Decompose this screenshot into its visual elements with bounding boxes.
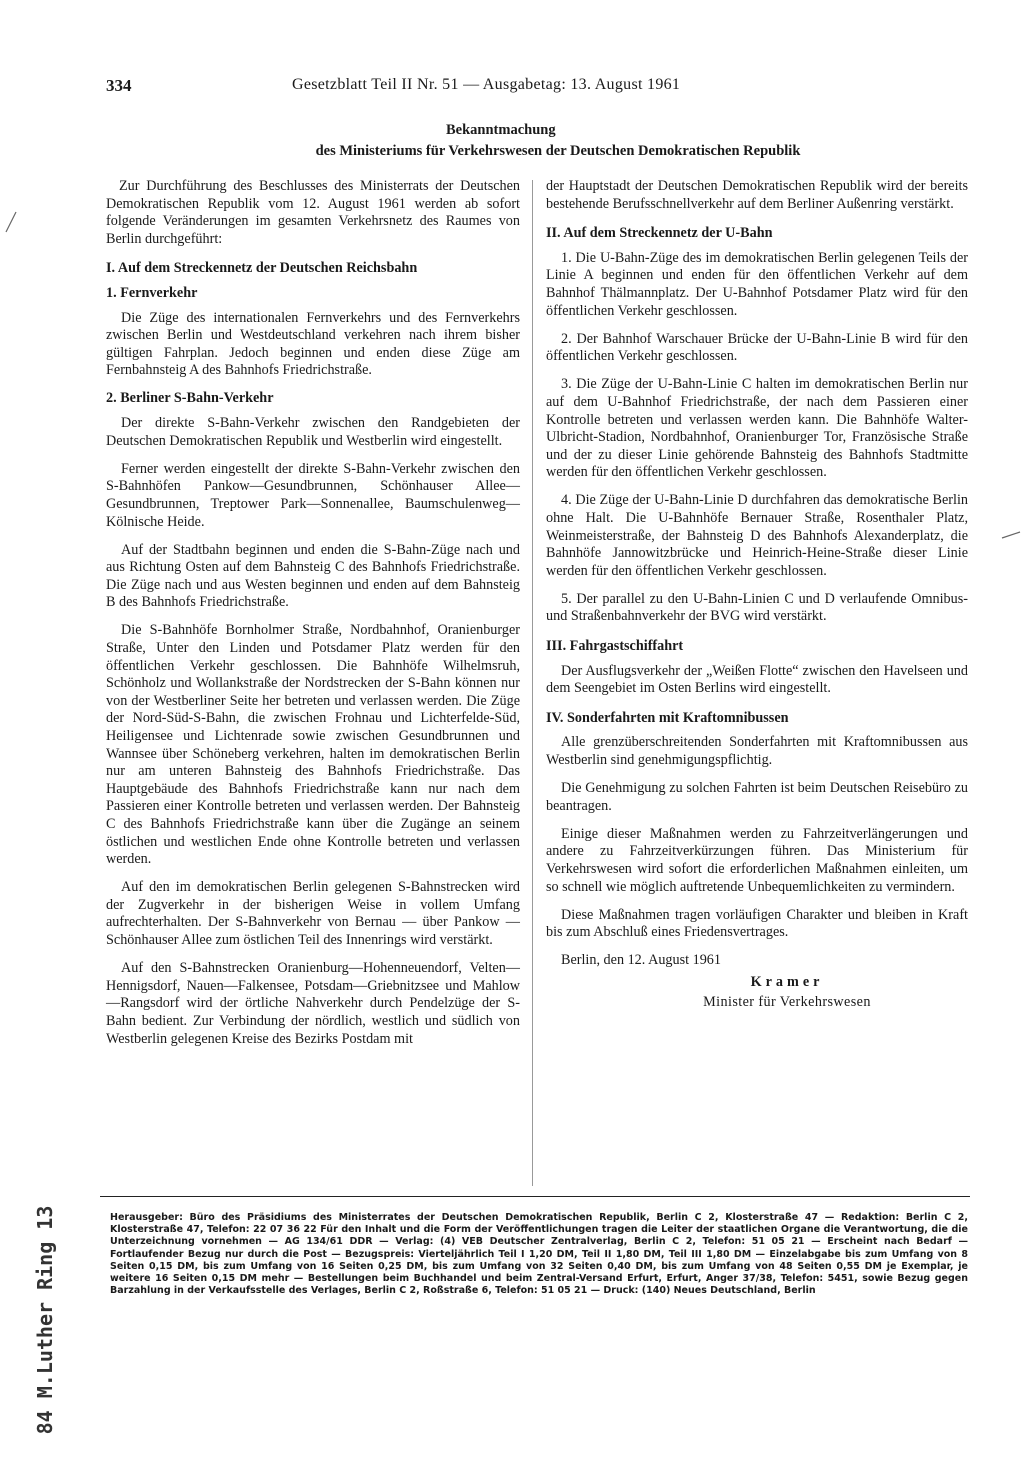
paragraph: Die S-Bahnhöfe Bornholmer Straße, Nordbahnhof, Oranienburger Straße, Unter den Linden und Potsdamer Platz werden für den öffentlichen Verkehr geschlossen. Die Bahnhöfe Wilhelmsruh, Schönholz und Wollankstraße der Nordstrecken der S-Bahn können nur von der Westberliner Seite her betreten und verlassen werden. Die Züge der Nord-Süd-S-Bahn, die zwischen Frohnau und Lichterfelde-Süd, Heiligensee und Lichtenrade sowie zwischen Gesundbrunnen und Wannsee über Schöneberg verkehren, halten im demokratischen Berlin nur am unteren Bahnsteig des Bahnhofs Friedrichstraße. Das Hauptgebäude des Bahnhofs Friedrichstraße kann nur nach dem Passieren einer Kontrolle betreten und verlassen werden. Der Bahnsteig C des Bahnhofs Friedrichstraße kann über die Zugänge an seinem östlichen und westlichen Ende ohne Kontrolle betreten und verlassen werden. [106,622,520,868]
margin-pencil-mark [1000,528,1022,542]
footer-rule [100,1196,970,1197]
title-line-2: des Ministeriums für Verkehrswesen der Deutschen Demokratischen Republik [315,143,801,159]
paragraph: Auf den S-Bahnstrecken Oranienburg—Hohenneuendorf, Velten—Hennigsdorf, Nauen—Falkensee, Potsdam—Griebnitzsee und Mahlow—Rangsdorf wird der örtliche Nahverkehr durch Pendelzüge der S-Bahn bedient. Zur Verbindung der nördlich, westlich und südlich von Westberlin gelegenen Kreise des Bezirks Postdam mit [106,960,520,1047]
signatory-name: Kramer [750,973,824,990]
continued-paragraph: der Hauptstadt der Deutschen Demokratischen Republik wird der bereits bestehende Berufsschnellverkehr auf dem Berliner Außenring verstärkt. [546,178,968,212]
publisher-imprint: Herausgeber: Büro des Präsidiums des Ministerrates der Deutschen Demokratischen Republik, Berlin C 2, Klosterstraße 47 — Redaktion: Berlin C 2, Klosterstraße 47, Telefon: 22 07 36 22 Für den Inhalt und die Form der Veröffentlichungen tragen die Leiter der staatlichen Organe die Verantwortung, die die Unterzeichnung vornehmen — AG 134/61 DDR — Verlag: (4) VEB Deutscher Zentralverlag, Berlin C 2, Telefon: 51 05 21 — Erscheint nach Bedarf — Fortlaufender Bezug nur durch die Post — Bezugspreis: Vierteljährlich Teil I 1,20 DM, Teil II 1,80 DM, Teil III 1,80 DM — Einzelabgabe bis zum Umfang von 8 Seiten 0,15 DM, bis zum Umfang von 16 Seiten 0,25 DM, bis zum Umfang von 32 Seiten 0,40 DM, bis zum Umfang von 48 Seiten 0,55 DM je Exemplar, je weitere 16 Seiten 0,15 DM mehr — Bestellungen beim Buchhandel und beim Zentral-Versand Erfurt, Erfurt, Anger 37/38, Telefon: 5451, sowie Bezug gegen Barzahlung in der Verkaufsstelle des Verlages, Berlin C 2, Roßstraße 6, Telefon: 51 05 21 — Druck: (140) Neues Deutschland, Berlin [110,1212,968,1297]
intro-paragraph: Zur Durchführung des Beschlusses des Ministerrats der Deutschen Demokratischen Republik vom 12. August 1961 werden ab sofort folgende Veränderungen im gesamten Verkehrsnetz des Raumes von Berlin durchgeführt: [106,178,520,247]
paragraph: 3. Die Züge der U-Bahn-Linie C halten im demokratischen Berlin nur auf dem U-Bahnhof Friedrichstraße, der nach dem Passieren einer Kontrolle betreten und verlassen werden kann. Die Bahnhöfe Walter-Ulbricht-Stadion, Nordbahnhof, Oranienburger Tor, Französische Straße und der zu dieser Linie gehörende Bahnsteig des Bahnhofs Stadtmitte werden für den öffentlichen Verkehr geschlossen. [546,376,968,481]
paragraph: 2. Der Bahnhof Warschauer Brücke der U-Bahn-Linie B wird für den öffentlichen Verkehr geschlossen. [546,330,968,365]
subsection-2-heading: 2. Berliner S-Bahn-Verkehr [106,390,274,407]
paragraph: 5. Der parallel zu den U-Bahn-Linien C und D verlaufende Omnibus- und Straßenbahnverkehr der BVG wird verstärkt. [546,590,968,625]
margin-stamp-text: 84 M.Luther Ring 13 [33,1205,57,1435]
paragraph: 4. Die Züge der U-Bahn-Linie D durchfahren das demokratische Berlin ohne Halt. Die U-Bahnhöfe Bernauer Straße, Rosenthaler Platz, Weinmeisterstraße, der Bahnsteig D des Bahnhofs Alexanderplatz, die Bahnhöfe Jannowitzbrücke und Heinrich-Heine-Straße dieser Linie werden für den öffentlichen Verkehr geschlossen. [546,492,968,579]
paragraph: Auf den im demokratischen Berlin gelegenen S-Bahnstrecken wird der Zugverkehr in der bisherigen Weise in vollem Umfang aufrechterhalten. Der S-Bahnverkehr von Bernau — über Pankow — Schönhauser Allee zum östlichen Teil des Innenrings wird verstärkt. [106,879,520,949]
paragraph: Der direkte S-Bahn-Verkehr zwischen den Randgebieten der Deutschen Demokratischen Republik und Westberlin wird eingestellt. [106,415,520,449]
column-divider [532,180,533,1186]
paragraph: Die Genehmigung zu solchen Fahrten ist beim Deutschen Reisebüro zu beantragen. [546,780,968,814]
right-column [546,178,968,1011]
place-date: Berlin, den 12. August 1961 [561,952,721,969]
announcement-title [106,120,1010,162]
subsection-1-heading: 1. Fernverkehr [106,284,198,301]
margin-stamp [22,1180,68,1460]
title-line-1: Bekanntmachung [446,122,556,138]
paragraph: Die Züge des internationalen Fernverkehrs und des Fernverkehrs zwischen Berlin und Westdeutschland verkehren nach ihrem bisher gültigen Fahrplan. Jedoch beginnen und enden diese Züge am Fernbahnsteig A des Bahnhofs Friedrichstraße. [106,309,520,379]
section-4-heading: IV. Sonderfahrten mit Kraftomnibussen [546,709,789,726]
paragraph: Einige dieser Maßnahmen werden zu Fahrzeitverlängerungen und andere zu Fahrzeitverkürzungen führen. Das Ministerium für Verkehrswesen wird sofort die erforderlichen Maßnahmen einleiten, um so schnell wie möglich auftretende Unbequemlichkeiten zu vermindern. [546,825,968,895]
margin-pencil-mark [2,208,24,234]
section-1-heading: I. Auf dem Streckennetz der Deutschen Reichsbahn [106,260,418,277]
signatory-title: Minister für Verkehrswesen [703,993,871,1010]
paragraph: Der Ausflugsverkehr der „Weißen Flotte“ zwischen den Havelseen und dem Seengebiet im Osten Berlins wird eingestellt. [546,662,968,697]
page-header [106,76,936,100]
paragraph: Ferner werden eingestellt der direkte S-Bahn-Verkehr zwischen den S-Bahnhöfen Pankow—Gesundbrunnen, Schönhauser Allee—Gesundbrunnen, Treptower Park—Sonnenallee, Baumschulenweg—Kölnische Heide. [106,460,520,530]
running-title: Gesetzblatt Teil II Nr. 51 — Ausgabetag: 13. August 1961 [292,76,681,93]
section-3-heading: III. Fahrgastschiffahrt [546,638,684,655]
page-number: 334 [106,76,132,95]
paragraph: Diese Maßnahmen tragen vorläufigen Charakter und bleiben in Kraft bis zum Abschluß eines Friedensvertrages. [546,906,968,941]
paragraph: Auf der Stadtbahn beginnen und enden die S-Bahn-Züge nach und aus Richtung Osten auf dem Bahnsteig C des Bahnhofs Friedrichstraße. Die Züge nach und aus Westen beginnen und enden auf dem Bahnsteig B des Bahnhofs Friedrichstraße. [106,541,520,611]
paragraph: Alle grenzüberschreitenden Sonderfahrten mit Kraftomnibussen aus Westberlin sind genehmigungspflichtig. [546,734,968,769]
left-column [106,178,520,1059]
paragraph: 1. Die U-Bahn-Züge des im demokratischen Berlin gelegenen Teils der Linie A beginnen und enden für den öffentlichen Verkehr auf dem Bahnhof Thälmannplatz. Der U-Bahnhof Potsdamer Platz wird für den öffentlichen Verkehr geschlossen. [546,249,968,319]
section-2-heading: II. Auf dem Streckennetz der U-Bahn [546,225,773,242]
